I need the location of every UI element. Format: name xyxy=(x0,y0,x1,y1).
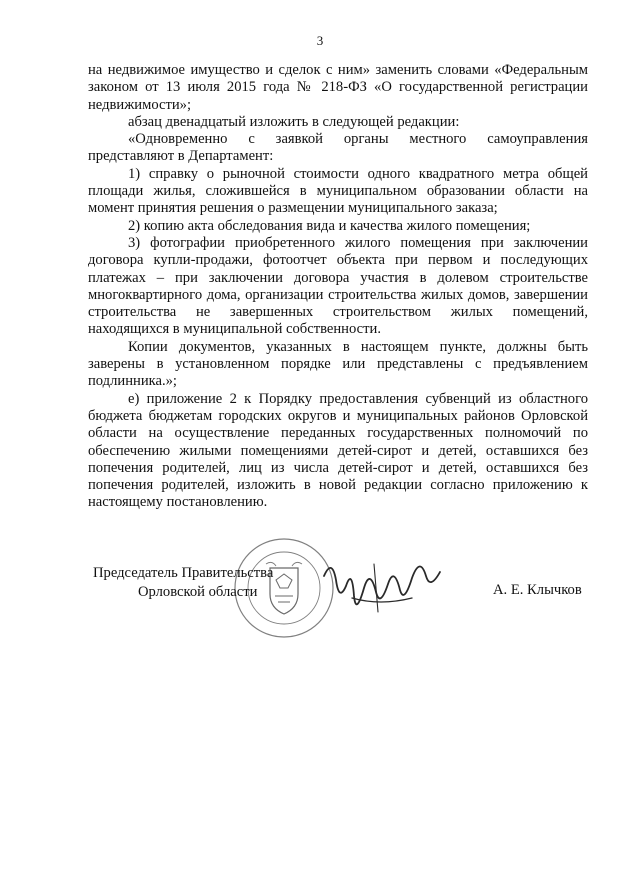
paragraph-continuation: на недвижимое имущество и сделок с ним» заменить словами «Федеральным законом от 13 июля 2015 года № 218-ФЗ «О государственной регистрации недвижимости»; xyxy=(88,62,588,113)
paragraph-item-e: е) приложение 2 к Порядку предоставления субвенций из областного бюджета бюджетам городских округов и муниципальных районов Орловской области на осуществление переданных государственных полномочий по обеспечению жилыми помещениями детей-сирот и детей, оставшихся без попечения родителей, лиц из числа детей-сирот и детей, оставшихся без попечения родителей, изложить в новой редакции согласно приложению к настоящему постановлению. xyxy=(88,390,588,511)
paragraph-quoted-start: «Одновременно с заявкой органы местного самоуправления представляют в Департамент: xyxy=(88,131,588,165)
paragraph-item-2: 2) копию акта обследования вида и качества жилого помещения; xyxy=(128,217,531,234)
signature-block xyxy=(0,560,640,670)
signatory-title-line-1: Председатель Правительства xyxy=(93,565,274,581)
signatory-name: А. Е. Клычков xyxy=(493,582,582,598)
body-text xyxy=(88,62,588,512)
paragraph-copies: Копии документов, указанных в настоящем пункте, должны быть заверены в установленном порядке или представлены с предъявлением подлинника.»; xyxy=(88,338,588,390)
handwritten-signature xyxy=(318,546,446,630)
signatory-title-line-2: Орловской области xyxy=(138,584,258,600)
page-number: 3 xyxy=(316,33,324,48)
paragraph-item-1: 1) справку о рыночной стоимости одного квадратного метра общей площади жилья, сложившейся в муниципальном образовании области на момент принятия решения о размещении муниципального заказа; xyxy=(88,165,588,217)
paragraph-abzac-intro: абзац двенадцатый изложить в следующей редакции: xyxy=(128,113,460,130)
paragraph-item-3: 3) фотографии приобретенного жилого помещения при заключении договора купли-продажи, фотоотчет объекта при первом и последующих платежах – при заключении договора участия в долевом строительстве многоквартирного дома, организации строительства жилых домов, завершении строительства не завершенных строительством жилых помещений, находящихся в муниципальной собственности. xyxy=(88,234,588,338)
